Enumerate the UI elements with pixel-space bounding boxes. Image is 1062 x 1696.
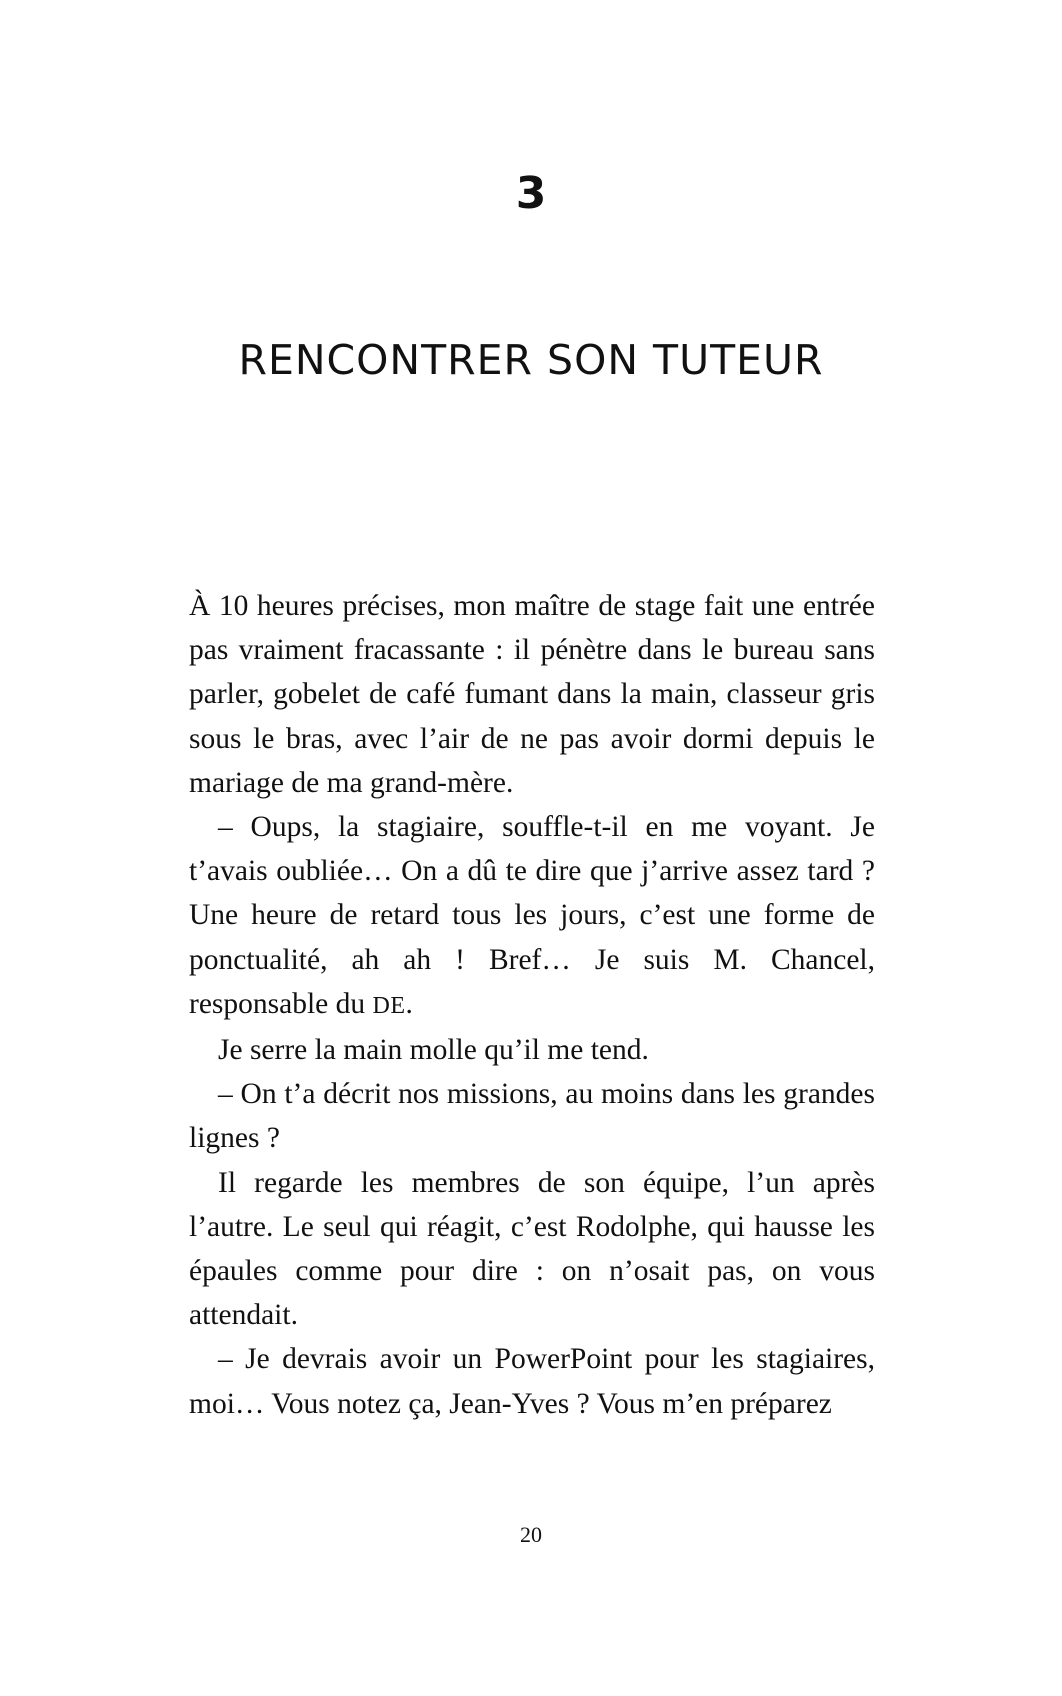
body-text [189, 584, 875, 1426]
chapter-number: 3 [515, 168, 547, 219]
paragraph-dialogue [189, 805, 875, 1028]
paragraph-dialogue: – On t’a décrit nos missions, au moins dans les grandes lignes ? [189, 1078, 875, 1155]
page-number: 20 [520, 1522, 542, 1547]
paragraph: Il regarde les membres de son équipe, l’un après l’autre. Le seul qui réagit, c’est Rodolphe, qui hausse les épaules comme pour dire : on n’osait pas, on vous attendait. [189, 1166, 875, 1332]
paragraph-text: . [405, 987, 413, 1020]
paragraph-dialogue: – Je devrais avoir un PowerPoint pour les stagiaires, moi… Vous notez ça, Jean-Yves ? Vous m’en préparez [189, 1343, 875, 1420]
paragraph: À 10 heures précises, mon maître de stage fait une entrée pas vraiment fracassante : il pénètre dans le bureau sans parler, gobelet de café fumant dans la main, classeur gris sous le bras, avec l’air de ne pas avoir dormi depuis le mariage de ma grand-mère. [189, 590, 875, 799]
paragraph: Je serre la main molle qu’il me tend. [218, 1034, 649, 1067]
chapter-title: RENCONTRER SON TUTEUR [238, 336, 824, 384]
abbreviation: DE [372, 992, 406, 1019]
paragraph-text: – Oups, la stagiaire, souffle-t-il en me voyant. Je t’avais oubliée… On a dû te dire que j’arrive assez tard ? Une heure de retard tous les jours, c’est une forme de ponctualité, ah ah ! Bref… Je suis M. Chancel, responsable du [189, 811, 875, 1020]
